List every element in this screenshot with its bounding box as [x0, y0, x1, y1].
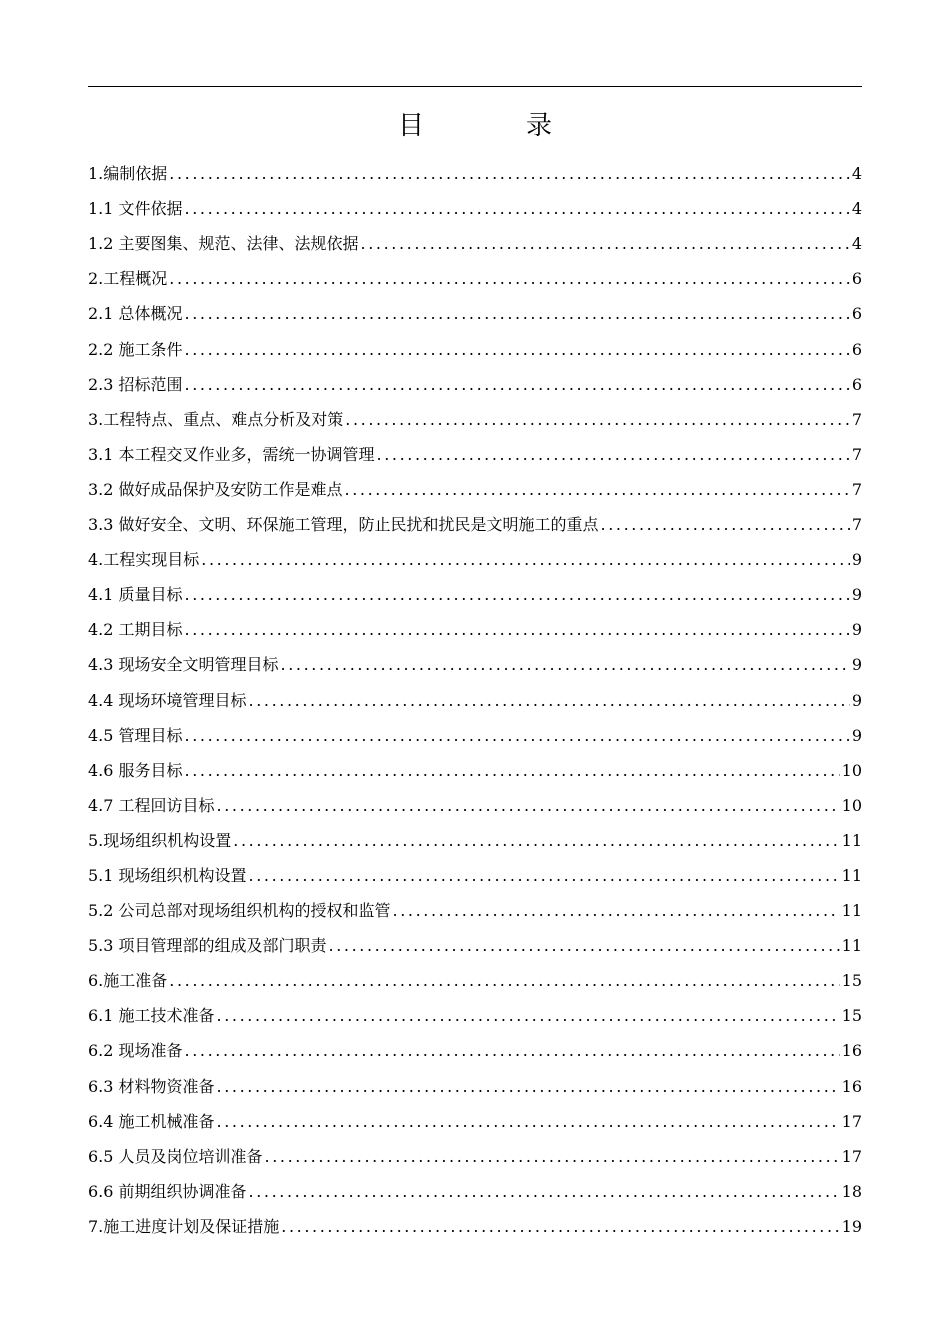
toc-entry[interactable] — [88, 152, 862, 187]
toc-entry[interactable] — [88, 257, 862, 292]
toc-entry-page-number: 17 — [841, 1146, 862, 1166]
toc-leader-dots — [233, 831, 839, 851]
toc-entry-page-number: 16 — [841, 1041, 862, 1061]
toc-entry-label: 4.7 工程回访目标 — [88, 795, 215, 815]
toc-entry-page-number: 4 — [851, 199, 862, 219]
toc-entry[interactable] — [88, 994, 862, 1029]
toc-entry-label: 1.编制依据 — [88, 164, 168, 184]
toc-entry-page-number: 11 — [841, 901, 862, 921]
toc-entry-page-number: 9 — [851, 655, 862, 675]
toc-leader-dots — [169, 164, 850, 184]
toc-leader-dots — [217, 1077, 840, 1097]
toc-entry-label: 6.6 前期组织协调准备 — [88, 1181, 247, 1201]
toc-leader-dots — [265, 1147, 840, 1167]
toc-title: 目 录 — [397, 111, 590, 141]
toc-entry-label: 1.2 主要图集、规范、法律、法规依据 — [88, 234, 359, 254]
toc-entry-label: 3.2 做好成品保护及安防工作是难点 — [88, 479, 343, 499]
toc-leader-dots — [361, 234, 850, 254]
toc-leader-dots — [217, 1006, 840, 1026]
toc-entry-label: 6.施工准备 — [88, 971, 168, 991]
toc-entry-label: 5.现场组织机构设置 — [88, 830, 232, 850]
toc-entry-label: 6.3 材料物资准备 — [88, 1076, 215, 1096]
toc-entry-label: 4.2 工期目标 — [88, 620, 183, 640]
toc-entry-page-number: 19 — [841, 1216, 862, 1236]
toc-leader-dots — [185, 761, 840, 781]
toc-entry[interactable] — [88, 503, 862, 538]
toc-entry-page-number: 7 — [851, 515, 862, 535]
toc-entry[interactable] — [88, 187, 862, 222]
toc-entry-label: 1.1 文件依据 — [88, 199, 183, 219]
toc-entry[interactable] — [88, 222, 862, 257]
toc-entry-label: 5.3 项目管理部的组成及部门职责 — [88, 936, 327, 956]
toc-entry-page-number: 18 — [841, 1181, 862, 1201]
toc-entry[interactable] — [88, 819, 862, 854]
toc-entry[interactable] — [88, 1064, 862, 1099]
toc-entry[interactable] — [88, 1170, 862, 1205]
header-rule — [88, 86, 862, 87]
toc-entry-page-number: 6 — [851, 304, 862, 324]
toc-entry-label: 4.5 管理目标 — [88, 725, 183, 745]
toc-leader-dots — [601, 515, 850, 535]
toc-leader-dots — [185, 304, 850, 324]
toc-entry[interactable] — [88, 749, 862, 784]
toc-entry-label: 4.1 质量目标 — [88, 585, 183, 605]
toc-leader-dots — [249, 1182, 840, 1202]
toc-entry-page-number: 4 — [851, 164, 862, 184]
toc-entry-label: 5.1 现场组织机构设置 — [88, 865, 247, 885]
toc-entry[interactable] — [88, 959, 862, 994]
toc-entry-page-number: 15 — [841, 971, 862, 991]
toc-entry-page-number: 9 — [851, 725, 862, 745]
toc-entry[interactable] — [88, 1205, 862, 1240]
table-of-contents — [88, 152, 862, 1240]
toc-entry-label: 5.2 公司总部对现场组织机构的授权和监管 — [88, 901, 391, 921]
toc-leader-dots — [169, 971, 839, 991]
toc-entry[interactable] — [88, 854, 862, 889]
toc-entry[interactable] — [88, 398, 862, 433]
toc-leader-dots — [281, 1217, 839, 1237]
toc-entry-label: 6.1 施工技术准备 — [88, 1006, 215, 1026]
toc-leader-dots — [185, 726, 850, 746]
toc-entry-label: 4.4 现场环境管理目标 — [88, 690, 247, 710]
toc-entry-label: 6.5 人员及岗位培训准备 — [88, 1146, 263, 1166]
toc-entry[interactable] — [88, 924, 862, 959]
toc-entry[interactable] — [88, 1135, 862, 1170]
toc-entry-page-number: 7 — [851, 479, 862, 499]
toc-entry-label: 6.4 施工机械准备 — [88, 1111, 215, 1131]
toc-entry[interactable] — [88, 363, 862, 398]
toc-entry[interactable] — [88, 678, 862, 713]
toc-entry-label: 6.2 现场准备 — [88, 1041, 183, 1061]
toc-entry-page-number: 9 — [851, 585, 862, 605]
toc-leader-dots — [185, 1041, 840, 1061]
toc-entry-page-number: 6 — [851, 269, 862, 289]
toc-entry-label: 3.工程特点、重点、难点分析及对策 — [88, 409, 344, 429]
toc-entry-label: 2.工程概况 — [88, 269, 168, 289]
toc-entry-label: 7.施工进度计划及保证措施 — [88, 1216, 280, 1236]
toc-entry[interactable] — [88, 643, 862, 678]
toc-entry[interactable] — [88, 714, 862, 749]
toc-leader-dots — [249, 691, 850, 711]
toc-entry-page-number: 6 — [851, 339, 862, 359]
toc-entry[interactable] — [88, 1100, 862, 1135]
toc-entry-page-number: 9 — [851, 620, 862, 640]
toc-leader-dots — [281, 655, 850, 675]
toc-entry-label: 4.工程实现目标 — [88, 550, 200, 570]
toc-leader-dots — [185, 620, 850, 640]
toc-entry-page-number: 15 — [841, 1006, 862, 1026]
toc-entry-label: 4.6 服务目标 — [88, 760, 183, 780]
toc-entry[interactable] — [88, 538, 862, 573]
toc-leader-dots — [217, 1112, 840, 1132]
toc-leader-dots — [201, 550, 850, 570]
toc-leader-dots — [185, 340, 850, 360]
toc-entry-page-number: 7 — [851, 409, 862, 429]
toc-entry[interactable] — [88, 327, 862, 362]
toc-entry[interactable] — [88, 433, 862, 468]
toc-entry-page-number: 9 — [851, 550, 862, 570]
toc-leader-dots — [185, 585, 850, 605]
toc-entry-label: 3.3 做好安全、文明、环保施工管理，防止民扰和扰民是文明施工的重点 — [88, 515, 599, 535]
toc-leader-dots — [217, 796, 840, 816]
toc-entry-page-number: 10 — [841, 760, 862, 780]
toc-entry[interactable] — [88, 573, 862, 608]
toc-leader-dots — [377, 445, 850, 465]
toc-leader-dots — [329, 936, 840, 956]
toc-entry[interactable] — [88, 784, 862, 819]
toc-leader-dots — [393, 901, 840, 921]
toc-entry-label: 4.3 现场安全文明管理目标 — [88, 655, 279, 675]
toc-leader-dots — [185, 199, 850, 219]
toc-entry-page-number: 11 — [841, 936, 862, 956]
toc-entry-label: 2.3 招标范围 — [88, 374, 183, 394]
toc-entry[interactable] — [88, 292, 862, 327]
toc-leader-dots — [169, 269, 850, 289]
toc-entry-page-number: 4 — [851, 234, 862, 254]
toc-leader-dots — [249, 866, 840, 886]
toc-leader-dots — [185, 375, 850, 395]
toc-leader-dots — [345, 410, 850, 430]
toc-entry-page-number: 9 — [851, 690, 862, 710]
toc-entry[interactable] — [88, 889, 862, 924]
toc-entry-label: 2.1 总体概况 — [88, 304, 183, 324]
toc-entry-page-number: 7 — [851, 444, 862, 464]
toc-entry-page-number: 16 — [841, 1076, 862, 1096]
toc-entry-page-number: 6 — [851, 374, 862, 394]
toc-entry-label: 3.1 本工程交叉作业多，需统一协调管理 — [88, 444, 375, 464]
toc-entry-label: 2.2 施工条件 — [88, 339, 183, 359]
toc-entry[interactable] — [88, 1029, 862, 1064]
toc-entry-page-number: 11 — [841, 865, 862, 885]
toc-entry-page-number: 17 — [841, 1111, 862, 1131]
toc-entry[interactable] — [88, 468, 862, 503]
toc-entry-page-number: 10 — [841, 795, 862, 815]
toc-entry[interactable] — [88, 608, 862, 643]
toc-leader-dots — [345, 480, 850, 500]
toc-entry-page-number: 11 — [841, 830, 862, 850]
